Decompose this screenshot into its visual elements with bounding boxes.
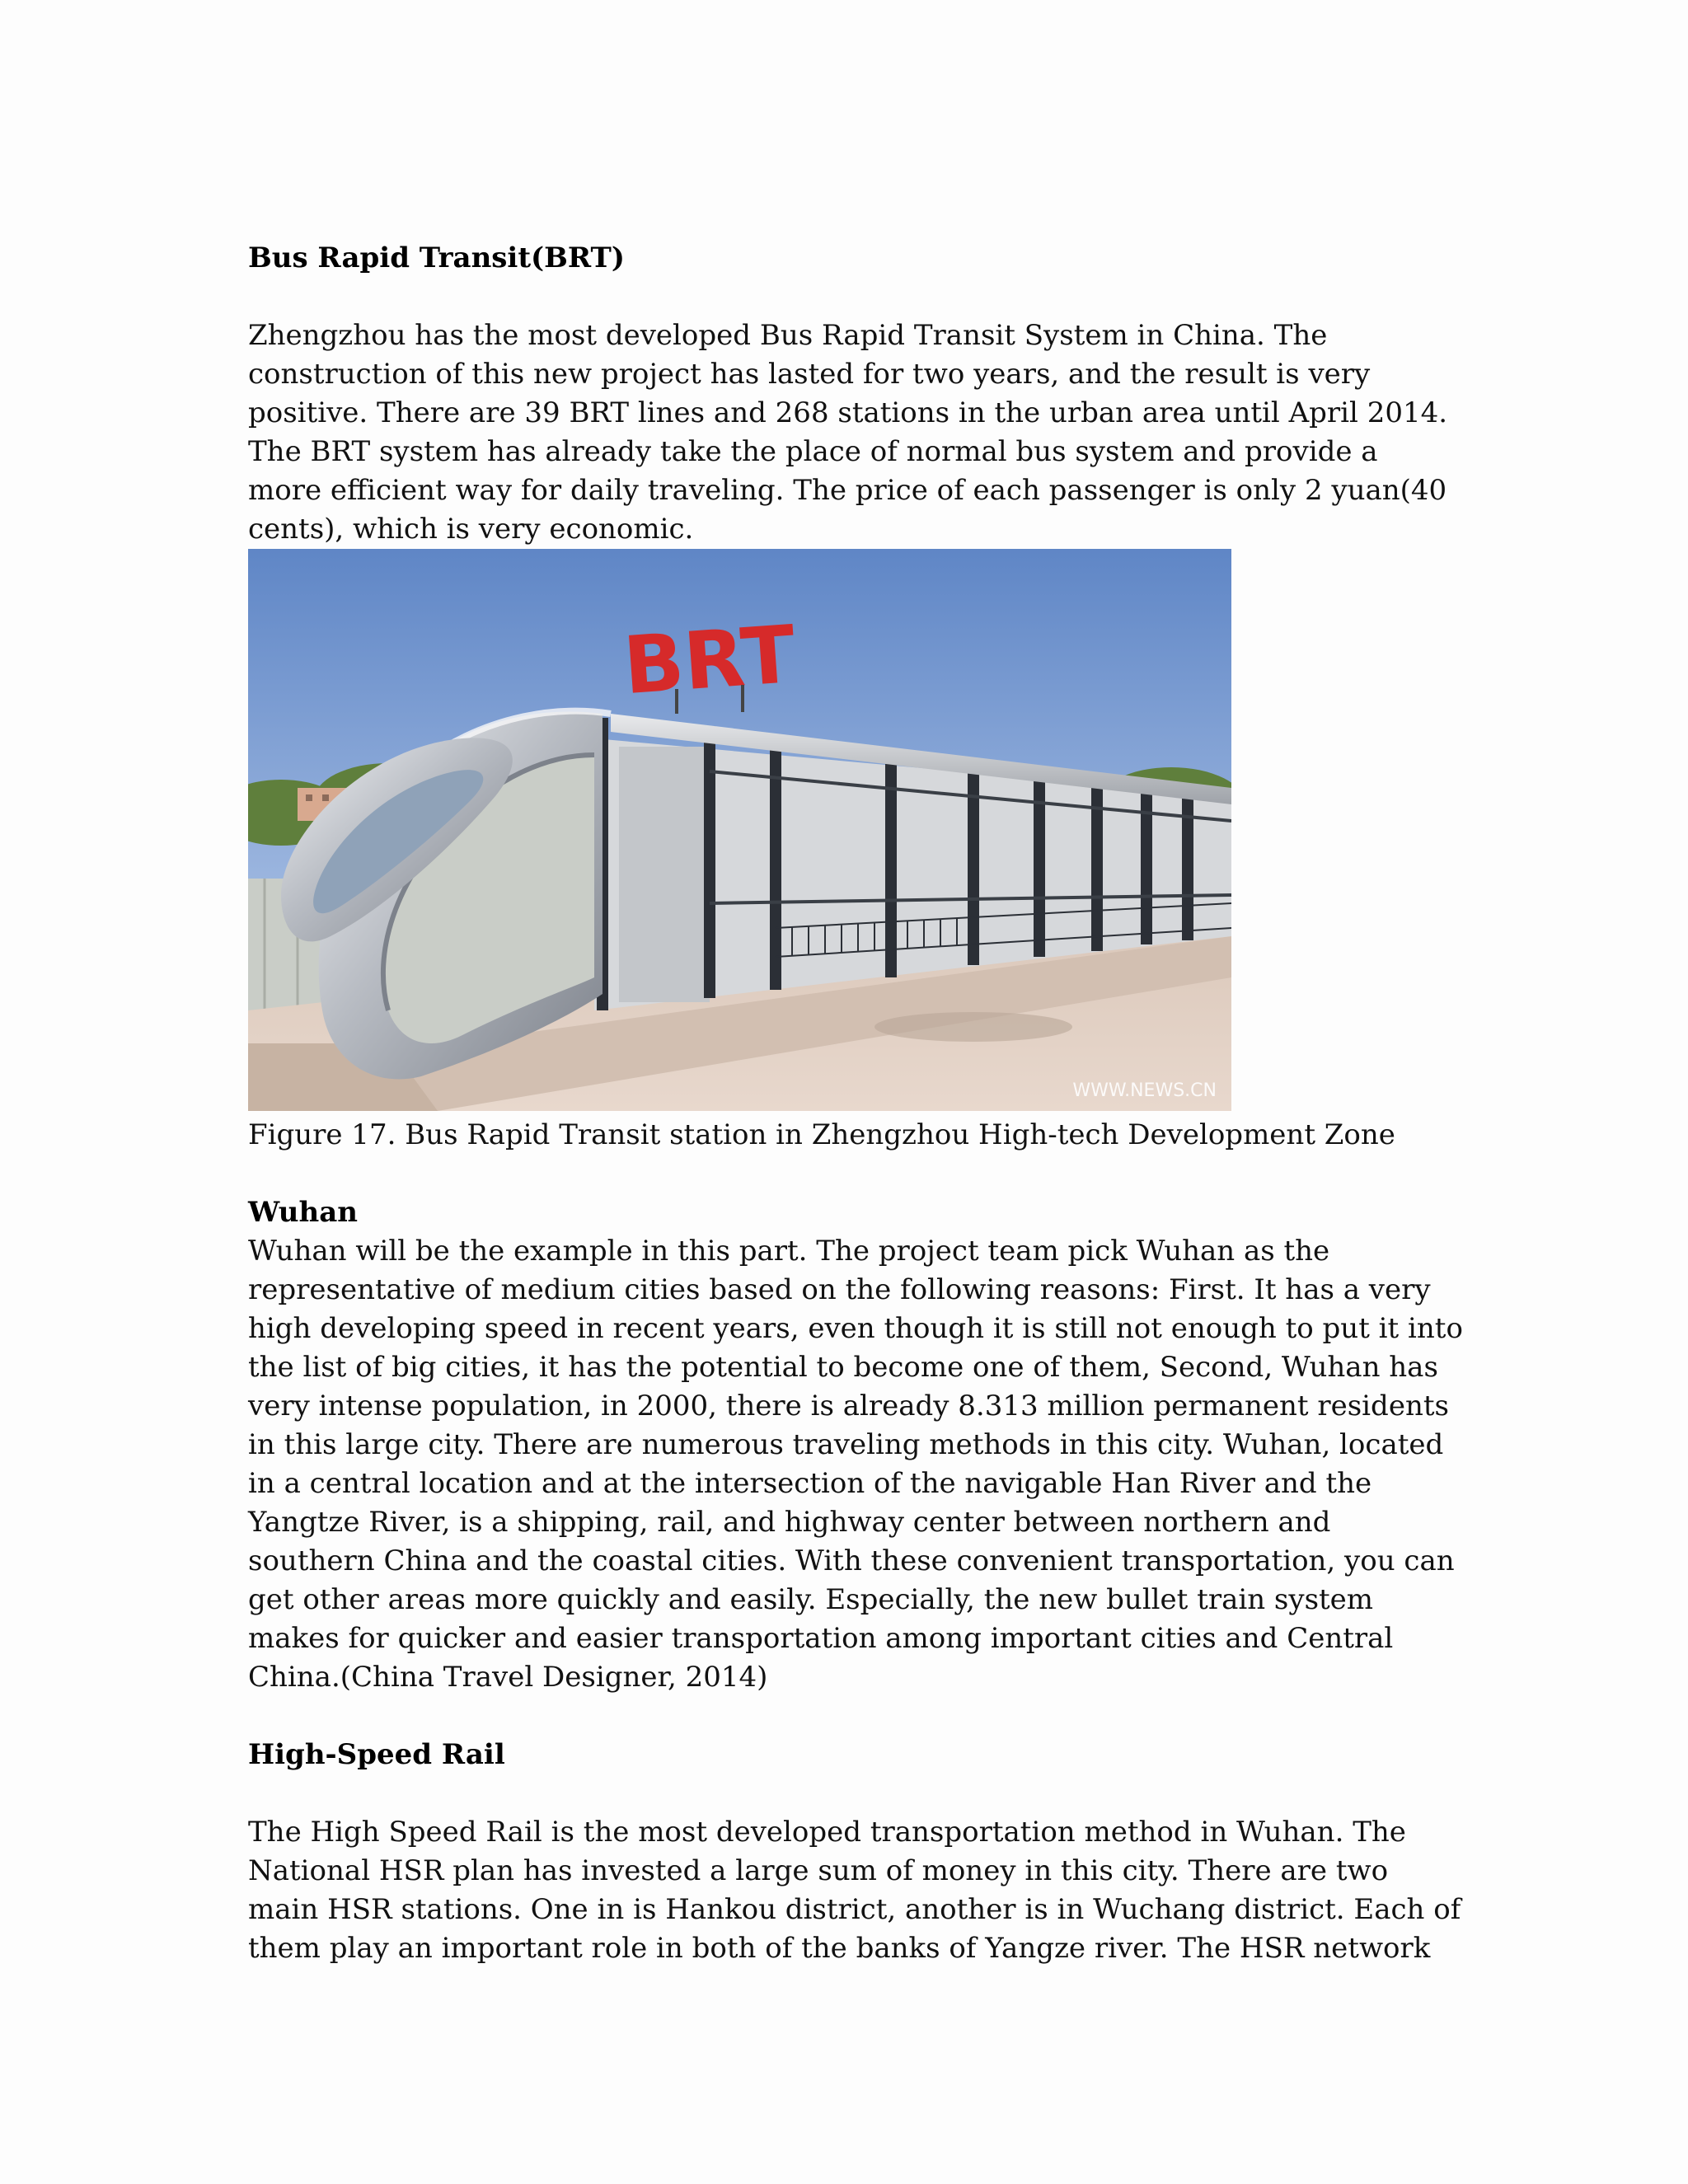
brt-line: construction of this new project has lasted for two years, and the result is very bbox=[248, 358, 1371, 391]
brt-line: Zhengzhou has the most developed Bus Rapid Transit System in China. The bbox=[248, 319, 1328, 352]
brt-line: more efficient way for daily traveling. The price of each passenger is only 2 yuan(40 bbox=[248, 474, 1447, 507]
brt-line: positive. There are 39 BRT lines and 268 stations in the urban area until April 2014. bbox=[248, 396, 1448, 429]
hsr-line: main HSR stations. One in is Hankou district, another is in Wuchang district. Each of bbox=[248, 1893, 1461, 1926]
wuhan-line: Yangtze River, is a shipping, rail, and highway center between northern and bbox=[248, 1506, 1331, 1539]
brt-paragraph bbox=[248, 316, 1460, 549]
page-content bbox=[248, 239, 1463, 1968]
wuhan-line: the list of big cities, it has the potential to become one of them, Second, Wuhan has bbox=[248, 1351, 1438, 1384]
figure-caption: Figure 17. Bus Rapid Transit station in Zhengzhou High-tech Development Zone bbox=[248, 1118, 1395, 1151]
hsr-heading: High-Speed Rail bbox=[248, 1738, 505, 1771]
wuhan-line: get other areas more quickly and easily. Especially, the new bullet train system bbox=[248, 1583, 1374, 1616]
brt-line: cents), which is very economic. bbox=[248, 513, 694, 546]
photo-watermark: WWW.NEWS.CN bbox=[1072, 1080, 1217, 1101]
wuhan-line: makes for quicker and easier transportation among important cities and Central bbox=[248, 1622, 1394, 1655]
wuhan-line: in a central location and at the intersection of the navigable Han River and the bbox=[248, 1467, 1372, 1500]
wuhan-line: representative of medium cities based on the following reasons: First. It has a very bbox=[248, 1273, 1431, 1306]
hsr-line: them play an important role in both of the banks of Yangze river. The HSR network bbox=[248, 1932, 1431, 1965]
brt-sign-text: BRT bbox=[620, 607, 799, 713]
hsr-line: The High Speed Rail is the most developed transportation method in Wuhan. The bbox=[248, 1816, 1406, 1849]
brt-station-photo bbox=[248, 549, 1231, 1111]
wuhan-heading: Wuhan bbox=[248, 1196, 358, 1229]
hsr-paragraph bbox=[248, 1813, 1460, 1968]
brt-heading: Bus Rapid Transit(BRT) bbox=[248, 241, 625, 274]
wuhan-line: southern China and the coastal cities. With these convenient transportation, you can bbox=[248, 1544, 1455, 1577]
wuhan-line: very intense population, in 2000, there is already 8.313 million permanent residents bbox=[248, 1390, 1449, 1422]
wuhan-line: high developing speed in recent years, even though it is still not enough to put it into bbox=[248, 1312, 1463, 1345]
wuhan-line: China.(China Travel Designer, 2014) bbox=[248, 1661, 768, 1694]
wuhan-line: Wuhan will be the example in this part. The project team pick Wuhan as the bbox=[248, 1235, 1330, 1268]
hsr-line: National HSR plan has invested a large sum of money in this city. There are two bbox=[248, 1854, 1389, 1887]
wuhan-line: in this large city. There are numerous traveling methods in this city. Wuhan, located bbox=[248, 1428, 1444, 1461]
wuhan-paragraph bbox=[248, 1232, 1463, 1697]
brt-line: The BRT system has already take the place of normal bus system and provide a bbox=[248, 435, 1378, 468]
